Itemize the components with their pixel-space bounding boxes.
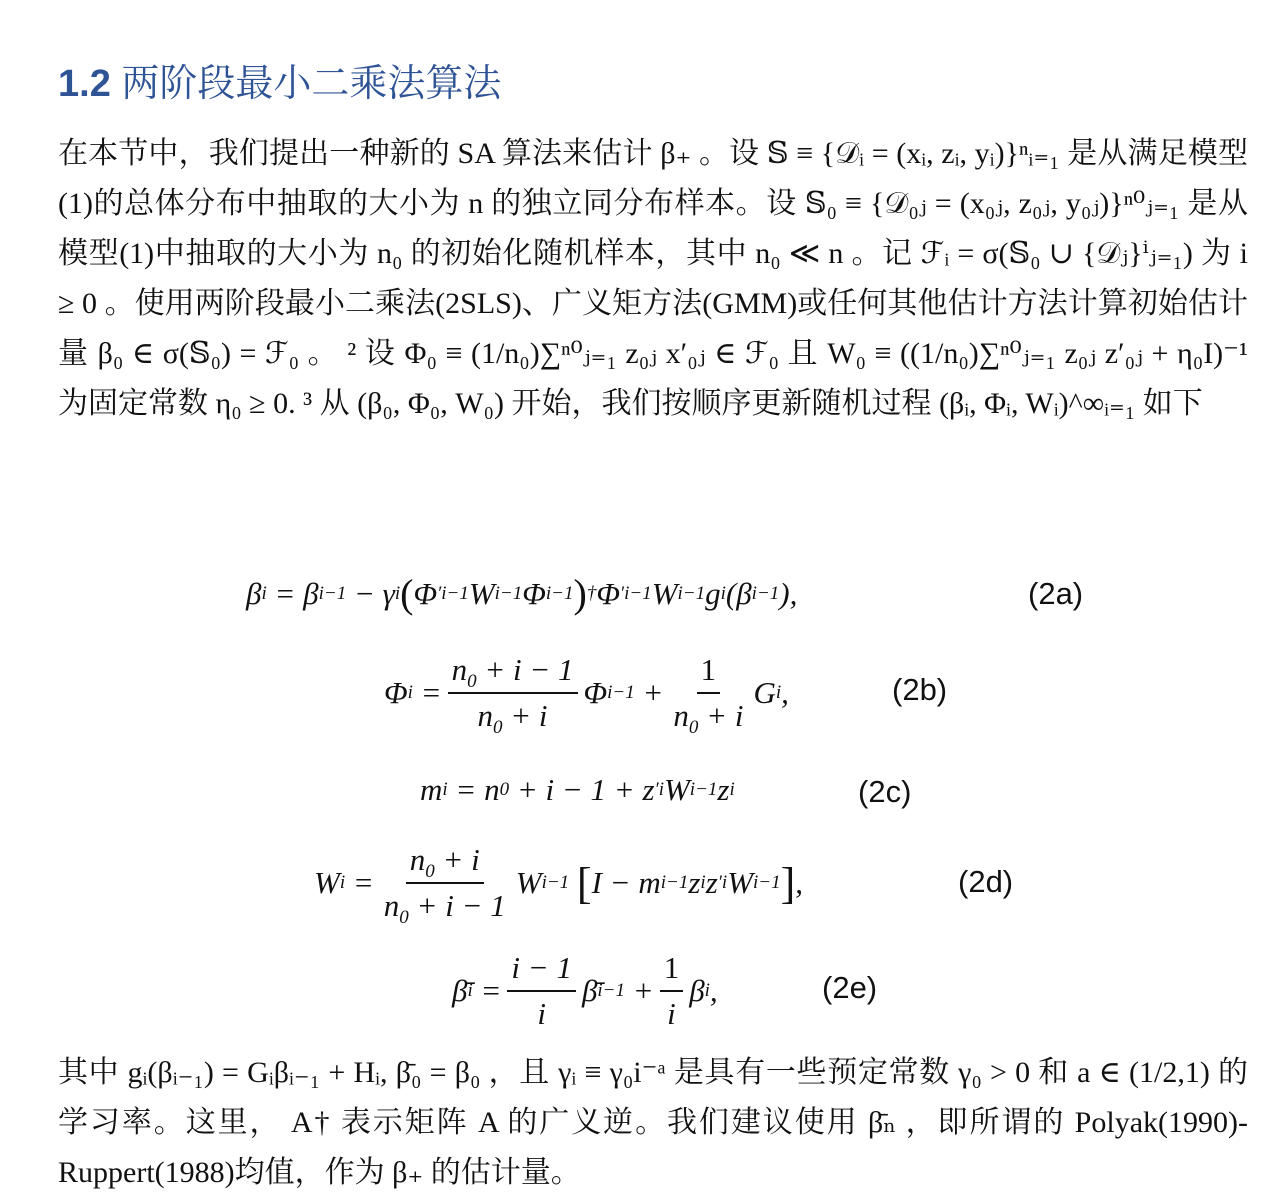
section-heading [58,40,1248,107]
equation-number-2e: (2e) [822,970,878,1005]
equation-2a: β i = β i−1 − γ i ( Φ ′ i−1 W i−1 Φ i−1 ) † Φ ′ i−1 W i−1 g i (β i−1 ), [246,571,798,616]
equation-number-2a: (2a) [1028,576,1084,611]
equation-2c: m i = n 0 + i − 1 + z ′ i W i−1 z i [420,772,735,807]
paragraph-1: 在本节中，我们提出一种新的 SA 算法来估计 β₊ 。设 𝕊 ≡ {𝒟ᵢ = (xᵢ, zᵢ, yᵢ)}ⁿᵢ₌₁ 是从满足模型(1)的总体分布中抽取的大小为 n 的独立同分布样本。设 𝕊₀ ≡ {𝒟₀ⱼ = (x₀ⱼ, z₀ⱼ, y₀ⱼ)}ⁿ⁰ⱼ₌₁ 是从模型(1)中抽取的大小为 n₀ 的初始化随机样本，其中 n₀ ≪ n 。记 ℱᵢ = σ(𝕊₀ ∪ {𝒟ⱼ}ⁱⱼ₌₁) 为 i ≥ 0 。使用两阶段最小二乘法(2SLS)、广义矩方法(GMM)或任何其他估计方法计算初始估计量 β₀ ∈ σ(𝕊₀) = ℱ₀ 。 ² 设 Φ₀ ≡ (1/n₀)∑ⁿ⁰ⱼ₌₁ z₀ⱼ x′₀ⱼ ∈ ℱ₀ 且 W₀ ≡ ((1/n₀)∑ⁿ⁰ⱼ₌₁ z₀ⱼ z′₀ⱼ + η₀I)⁻¹ 为固定常数 η₀ ≥ 0. ³ 从 (β₀, Φ₀, W₀) 开始，我们按顺序更新随机过程 (βᵢ, Φᵢ, Wᵢ)^∞ᵢ₌₁ 如下 [58,137,1248,420]
paragraph-2: 其中 gᵢ(βᵢ₋₁) = Gᵢβᵢ₋₁ + Hᵢ, β̄₀ = β₀ ，且 γᵢ ≡ γ₀i⁻ᵃ 是具有一些预定常数 γ₀ > 0 和 a ∈ (1/2,1) 的学习率。这里， A† 表示矩阵 A 的广义逆。我们建议使用 β̄ₙ ，即所谓的 Polyak(1990)-Ruppert(1988)均值，作为 β₊ 的估计量。 [58,1056,1248,1189]
equation-number-2c: (2c) [858,774,912,809]
paragraph-2-container [58,1048,1248,1198]
equation-2b: Φ i = $\frac{n_0 + i - 1}{n_0 + i}$ Φ i−1 + $\frac{1}{n_0 + i}$ G i , [384,648,789,738]
section-number: 1.2 [58,63,111,105]
page [58,40,1248,429]
equation-number-2b: (2b) [892,672,948,707]
section-title: 两阶段最小二乘法算法 [121,63,502,105]
equation-2e: β̄ i = $\frac{i - 1}{i}$ β̄ i−1 + $\frac{1}{i}$ β i , [452,946,718,1036]
equation-2d: W i = $\frac{n_0 + i}{n_0 + i - 1}$ W i−1 [ I − m i −1 z i z ′ i W i−1 ] , [314,838,803,928]
equation-number-2d: (2d) [958,864,1014,899]
